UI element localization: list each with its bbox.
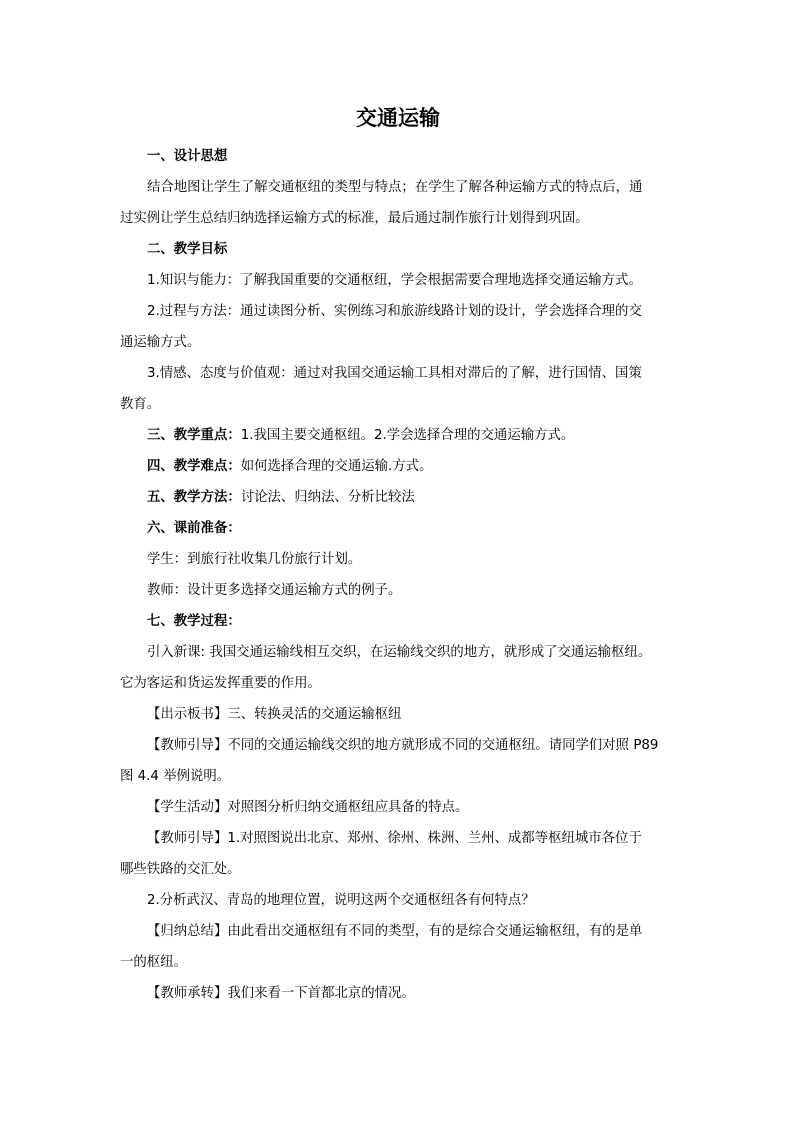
section-heading-design: 一、设计思想 [147, 149, 228, 164]
goal-process: 2.过程与方法：通过读图分析、实例练习和旅游线路计划的设计，学会选择合理的交 [147, 304, 642, 319]
section-heading-difficulty: 四、教学难点： [147, 459, 241, 474]
key-points-text: 1.我国主要交通枢纽。2.学会选择合理的交通运输方式。 [240, 428, 575, 443]
process-intro-cont: 它为客运和货运发挥重要的作用。 [120, 676, 321, 691]
section-heading-process: 七、教学过程： [147, 614, 241, 629]
process-summary: 【归纳总结】由此看出交通枢纽有不同的类型，有的是综合交通运输枢纽，有的是单 [147, 924, 643, 939]
section-heading-goals: 二、教学目标 [147, 242, 228, 257]
document-body [120, 141, 676, 1009]
section-heading-key-points: 三、教学重点： [147, 428, 241, 443]
difficulty-text: 如何选择合理的交通运输.方式。 [240, 459, 433, 474]
section-key-points [120, 420, 676, 451]
section-difficulty [120, 451, 676, 482]
process-guide-2-item: 2.分析武汉、青岛的地理位置，说明这两个交通枢纽各有何特点？ [147, 893, 535, 908]
process-activity: 【学生活动】对照图分析归纳交通枢纽应具备的特点。 [147, 800, 469, 815]
paragraph-line: 结合地图让学生了解交通枢纽的类型与特点；在学生了解各种运输方式的特点后，通 [147, 180, 643, 195]
process-guide-2-cont: 哪些铁路的交汇处。 [120, 862, 241, 877]
paragraph-line: 过实例让学生总结归纳选择运输方式的标准，最后通过制作旅行计划得到巩固。 [120, 211, 589, 226]
goal-knowledge: 1.知识与能力：了解我国重要的交通枢纽，学会根据需要合理地选择交通运输方式。 [147, 273, 642, 288]
goal-process-cont: 通运输方式。 [120, 335, 201, 350]
goal-attitude: 3.情感、态度与价值观：通过对我国交通运输工具相对滞后的了解，进行国情、国策 [147, 366, 642, 381]
section-heading-methods: 五、教学方法： [147, 490, 241, 505]
process-guide-2: 【教师引导】1.对照图说出北京、郑州、徐州、株洲、兰州、成都等枢纽城市各位于 [147, 831, 642, 846]
process-guide-1: 【教师引导】不同的交通运输线交织的地方就形成不同的交通枢纽。请同学们对照 P89 [147, 738, 659, 753]
process-board: 【出示板书】三、转换灵活的交通运输枢纽 [147, 707, 402, 722]
process-guide-1-cont: 图 4.4 举例说明。 [120, 769, 231, 784]
section-heading-preparation: 六、课前准备： [147, 521, 241, 536]
preparation-student: 学生：到旅行社收集几份旅行计划。 [147, 552, 362, 567]
process-intro: 引入新课: 我国交通运输线相互交织，在运输线交织的地方，就形成了交通运输枢纽。 [147, 645, 652, 660]
goal-attitude-cont: 教育。 [120, 397, 161, 412]
section-methods [120, 482, 676, 513]
process-summary-cont: 一的枢纽。 [120, 955, 187, 970]
methods-text: 讨论法、归纳法、分析比较法 [240, 490, 415, 505]
process-transition: 【教师承转】我们来看一下首都北京的情况。 [147, 986, 415, 1001]
preparation-teacher: 教师：设计更多选择交通运输方式的例子。 [147, 583, 402, 598]
document-title: 交通运输 [356, 105, 440, 130]
